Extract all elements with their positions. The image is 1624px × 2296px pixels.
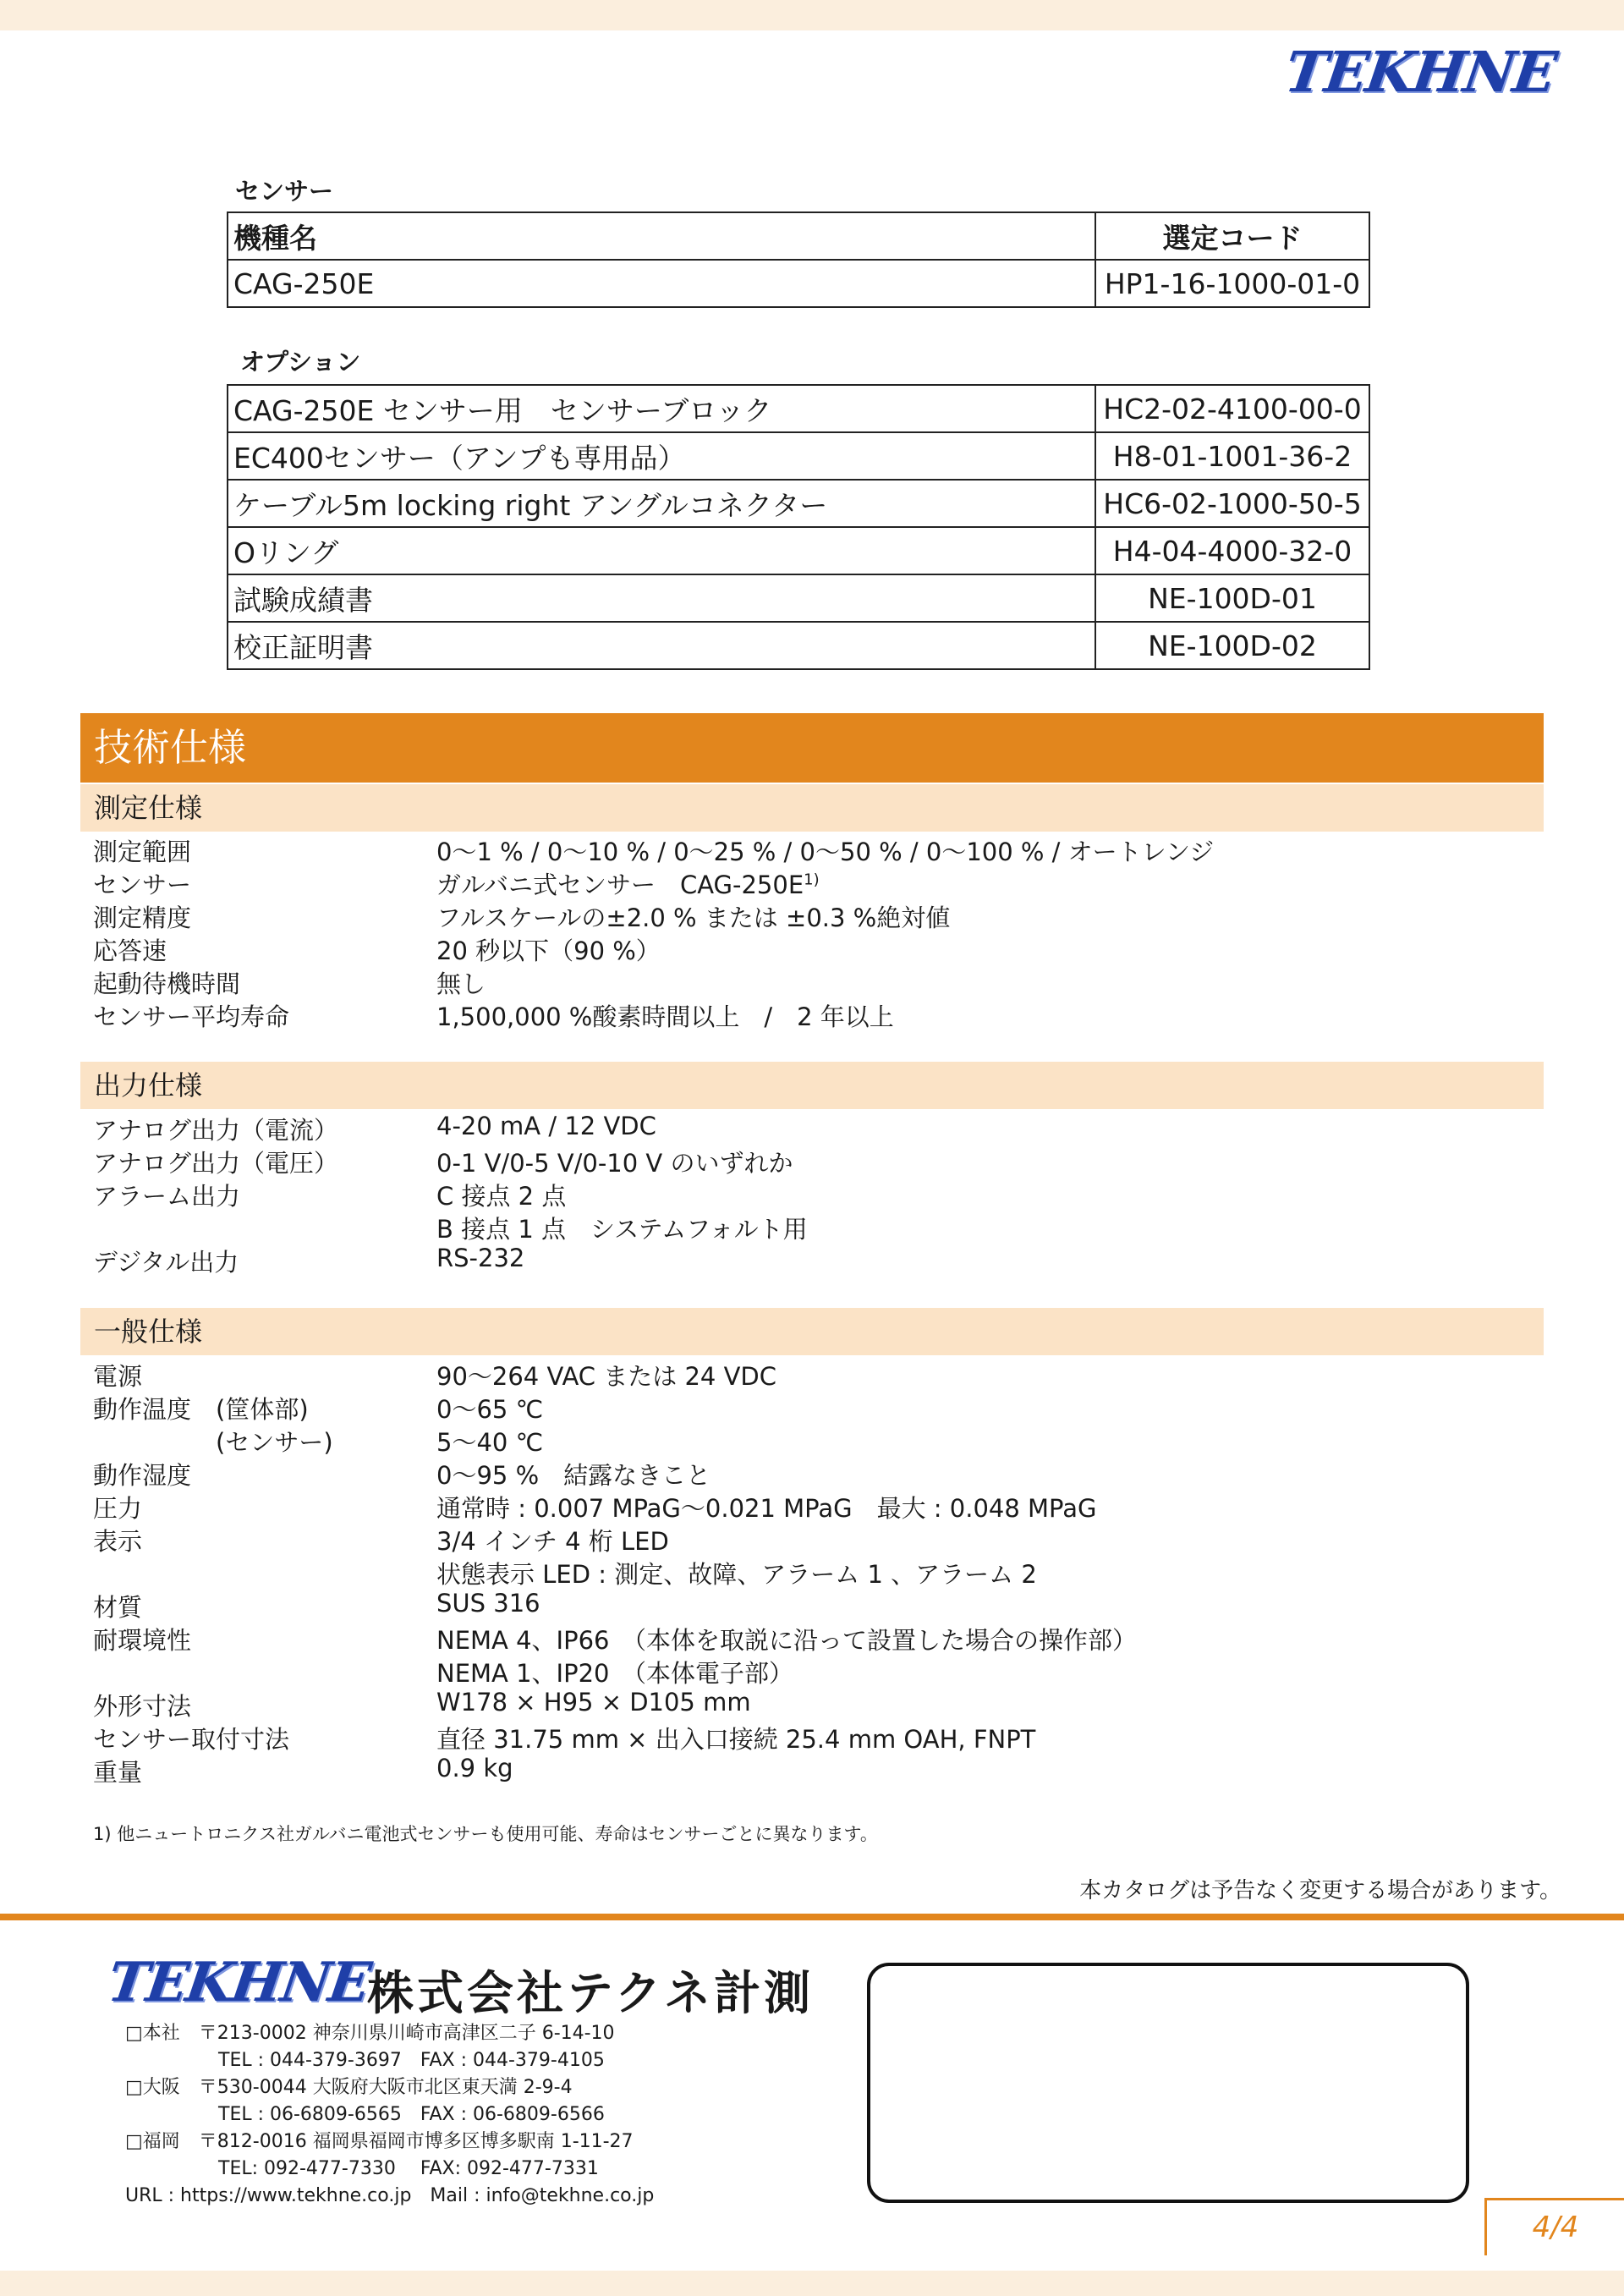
option-code-cell: H4-04-4000-32-0: [1095, 527, 1369, 574]
top-band: [0, 0, 1624, 30]
osaka-address: □大阪 〒530-0044 大阪府大阪市北区東天満 2-9-4: [125, 2077, 573, 2098]
spec-key: 動作温度 (筐体部): [93, 1395, 309, 1424]
spec-key: センサー取付寸法: [93, 1725, 290, 1754]
sensor-table: [227, 211, 1370, 308]
spec-value: 3/4 インチ 4 桁 LED: [436, 1527, 669, 1556]
option-name-cell: 校正証明書: [228, 622, 1095, 669]
option-code-cell: HC6-02-1000-50-5: [1095, 480, 1369, 527]
table-row: [228, 385, 1369, 432]
distributor-stamp-box: [867, 1963, 1469, 2203]
code-header: 選定コード: [1095, 212, 1369, 260]
page-number: 4/4: [1484, 2198, 1624, 2255]
spec-value: ガルバニ式センサー CAG-250E: [436, 871, 804, 899]
spec-value: NEMA 4、IP66 （本体を取説に沿って設置した場合の操作部）: [436, 1626, 1137, 1655]
option-name-cell: 試験成績書: [228, 574, 1095, 622]
spec-value: NEMA 1、IP20 （本体電子部）: [436, 1659, 793, 1688]
table-row: [228, 622, 1369, 669]
spec-value: 直径 31.75 mm × 出入口接続 25.4 mm OAH, FNPT: [436, 1725, 1036, 1754]
option-name-cell: EC400センサー（アンプも専用品）: [228, 432, 1095, 480]
option-code-cell: H8-01-1001-36-2: [1095, 432, 1369, 480]
spec-key: 材質: [93, 1593, 143, 1622]
spec-key: 電源: [93, 1362, 143, 1391]
footer-divider: [0, 1914, 1624, 1920]
spec-key: 耐環境性: [93, 1626, 192, 1655]
footnote: 1) 他ニュートロニクス社ガルバニ電池式センサーも使用可能、寿命はセンサーごとに異なります。: [93, 1824, 878, 1844]
table-row: [228, 260, 1369, 307]
bottom-band: [0, 2271, 1624, 2296]
spec-key: 表示: [93, 1527, 143, 1556]
spec-key: アナログ出力（電圧）: [93, 1149, 339, 1178]
option-table: [227, 384, 1370, 670]
spec-key: 外形寸法: [93, 1692, 192, 1721]
spec-key: アラーム出力: [93, 1182, 241, 1211]
spec-key: 起動待機時間: [93, 969, 241, 998]
osaka-tel: TEL : 06-6809-6565 FAX : 06-6809-6566: [125, 2104, 605, 2125]
spec-value: 0-1 V/0-5 V/0-10 V のいずれか: [436, 1149, 793, 1178]
spec-key: 重量: [93, 1758, 143, 1787]
contact-url-mail: URL : https://www.tekhne.co.jp Mail : info@tekhne.co.jp: [125, 2185, 655, 2206]
spec-key: 応答速: [93, 937, 167, 965]
option-name-cell: CAG-250E センサー用 センサーブロック: [228, 385, 1095, 432]
sensor-section-label: センサー: [235, 177, 334, 206]
tekhne-footer-logo: TEKHNE: [103, 1951, 374, 2014]
spec-key: デジタル出力: [93, 1248, 239, 1277]
fukuoka-address: □福岡 〒812-0016 福岡県福岡市博多区博多駅南 1-11-27: [125, 2131, 634, 2152]
option-section-label: オプション: [240, 348, 361, 376]
spec-value: 4-20 mA / 12 VDC: [436, 1112, 656, 1140]
spec-key: 動作湿度: [93, 1461, 192, 1490]
tech-spec-title-bar: 技術仕様: [80, 713, 1544, 783]
option-name-cell: Oリング: [228, 527, 1095, 574]
spec-value-with-footnote: [436, 866, 820, 901]
table-header-row: [228, 212, 1369, 260]
spec-key: センサー平均寿命: [93, 1002, 290, 1031]
spec-value: B 接点 1 点 システムフォルト用: [436, 1215, 808, 1244]
head-office-address: □本社 〒213-0002 神奈川県川崎市高津区二子 6-14-10: [125, 2023, 615, 2044]
spec-key: 測定精度: [93, 904, 192, 932]
spec-key: アナログ出力（電流）: [93, 1116, 339, 1145]
spec-value: フルスケールの±2.0 % または ±0.3 %絶対値: [436, 904, 951, 932]
spec-value: 無し: [436, 969, 486, 998]
option-code-cell: NE-100D-02: [1095, 622, 1369, 669]
spec-value: 通常時 : 0.007 MPaG～0.021 MPaG 最大 : 0.048 MPaG: [436, 1494, 1097, 1523]
sensor-code-cell: HP1-16-1000-01-0: [1095, 260, 1369, 307]
table-row: [228, 432, 1369, 480]
option-name-cell: ケーブル5m locking right アングルコネクター: [228, 480, 1095, 527]
spec-key: 圧力: [93, 1494, 143, 1523]
spec-value: SUS 316: [436, 1589, 540, 1618]
model-header: 機種名: [228, 212, 1095, 260]
head-office-tel: TEL : 044-379-3697 FAX : 044-379-4105: [125, 2050, 605, 2071]
footnote-marker: 1): [804, 871, 820, 889]
spec-value: 0.9 kg: [436, 1754, 513, 1782]
general-spec-heading: 一般仕様: [80, 1308, 1544, 1355]
spec-key: センサー: [93, 871, 192, 899]
option-code-cell: HC2-02-4100-00-0: [1095, 385, 1369, 432]
tekhne-logo: TEKHNE: [1281, 39, 1560, 105]
spec-value: 0～1 % / 0～10 % / 0～25 % / 0～50 % / 0～100 % / オートレンジ: [436, 838, 1215, 866]
spec-value: 0～65 ℃: [436, 1395, 544, 1424]
spec-value: 20 秒以下（90 %）: [436, 937, 661, 965]
measure-spec-heading: 測定仕様: [80, 784, 1544, 832]
spec-value: 90～264 VAC または 24 VDC: [436, 1362, 777, 1391]
company-name: 株式会社テクネ計測: [367, 1966, 815, 2020]
change-notice: 本カタログは予告なく変更する場合があります。: [1079, 1878, 1561, 1903]
spec-value: 1,500,000 %酸素時間以上 / 2 年以上: [436, 1002, 894, 1031]
spec-value: 0～95 % 結露なきこと: [436, 1461, 711, 1490]
spec-value: 5～40 ℃: [436, 1428, 544, 1457]
fukuoka-tel: TEL: 092-477-7330 FAX: 092-477-7331: [125, 2158, 599, 2179]
spec-value: RS-232: [436, 1244, 525, 1272]
table-row: [228, 574, 1369, 622]
spec-value: 状態表示 LED : 測定、故障、アラーム 1 、アラーム 2: [436, 1560, 1037, 1589]
sensor-model-cell: CAG-250E: [228, 260, 1095, 307]
spec-key: 測定範囲: [93, 838, 192, 866]
table-row: [228, 527, 1369, 574]
table-row: [228, 480, 1369, 527]
output-spec-heading: 出力仕様: [80, 1062, 1544, 1109]
option-code-cell: NE-100D-01: [1095, 574, 1369, 622]
spec-key: (センサー): [93, 1428, 333, 1457]
spec-value: W178 × H95 × D105 mm: [436, 1688, 751, 1717]
spec-value: C 接点 2 点: [436, 1182, 567, 1211]
